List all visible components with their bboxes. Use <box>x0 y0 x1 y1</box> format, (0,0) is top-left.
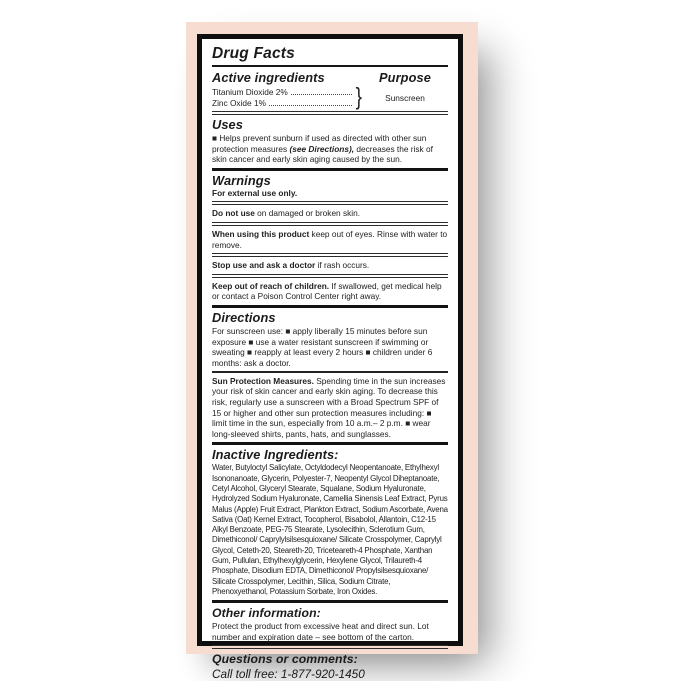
divider <box>212 442 448 445</box>
divider <box>212 371 448 373</box>
warning-rest: if rash occurs. <box>315 260 370 271</box>
sun-protection-paragraph <box>212 376 448 440</box>
sun-protection-lead: Sun Protection Measures. <box>212 375 314 386</box>
divider <box>212 168 448 171</box>
active-ingredient-row <box>212 98 355 109</box>
uses-text-post: decreases the risk of skin cancer and early skin aging caused by the sun. <box>212 143 433 165</box>
divider <box>212 65 448 67</box>
other-information-heading: Other information: <box>212 606 321 621</box>
warning-item <box>212 260 448 271</box>
warning-lead: Keep out of reach of children. <box>212 280 330 291</box>
warning-item <box>212 208 448 219</box>
brace-glyph: } <box>355 83 362 110</box>
divider <box>212 305 448 308</box>
divider <box>212 645 448 649</box>
purpose-value: Sunscreen <box>385 92 425 103</box>
drug-facts-label <box>197 34 463 681</box>
questions-section <box>212 652 448 681</box>
warning-lead: Stop use and ask a doctor <box>212 260 316 271</box>
warning-rest: on damaged or broken skin. <box>254 208 361 219</box>
sun-protection-rest: Spending time in the sun increases your risk of skin cancer and early skin aging. To decrease this risk, regularly use a sunscreen with a Broad Spectrum SPF of 15 or higher and other sun protection measures including: ■ limit time in the sun, especially from 10 a.m.– 2 p.m. ■ wear long-sleeved shirts, pants, hats, and sunglasses. <box>212 375 446 439</box>
uses-text <box>212 133 448 165</box>
dotted-leader <box>291 94 352 95</box>
divider <box>212 111 448 115</box>
warnings-heading: Warnings <box>212 172 271 188</box>
uses-heading: Uses <box>212 117 243 132</box>
warning-item <box>212 281 448 302</box>
ingredient-name: Titanium Dioxide 2% <box>212 87 288 97</box>
product-carton <box>186 22 478 681</box>
inactive-ingredients-section <box>212 448 448 597</box>
divider <box>212 201 448 205</box>
questions-heading: Questions or comments: <box>212 652 358 667</box>
warning-rest: keep out of eyes. Rinse with water to remove. <box>212 228 448 250</box>
inactive-ingredients-text: Water, Butyloctyl Salicylate, Octyldodecyl Neopentanoate, Ethylhexyl Isononanoate, Glycerin, Polyester-7, Neopentyl Glycol Diheptanoate, Cetyl Alcohol, Glyceryl Stearate, Squalane, Sodium Hyaluronate, Hydrolyzed Sodium Hyaluronate, Camellia Sinensis Leaf Extract, Pyrus Malus (Apple) Fruit Extract, Plankton Extract, Sodium Ascorbate, Avena Sativa (Oat) Kernel Extract, Tocopherol, Bisabolol, Allantoin, C12-15 Alkyl Benzoate, PEG-75 Stearate, Lysolecithin, Sclerotium Gum, Dimethiconol/ Caprylylsilsesquioxane/ Silicate Crosspolymer, Caprylyl Glycol, Ceteth-20, Steareth-20, Triceteareth-4 Phosphate, Xanthan Gum, Pullulan, Ethylhexylglycerin, Hexylene Glycol, Trilaureth-4 Phosphate, Disodium EDTA, Dimethiconol/ Propylsilsesquioxane/ Silicate Crosspolymer, Lecithin, Silica, Sodium Citrate, Phenoxyethanol, Potassium Sorbate, Iron Oxides. <box>212 463 448 596</box>
divider <box>212 274 448 278</box>
drug-facts-title: Drug Facts <box>212 45 295 62</box>
purpose-heading: Purpose <box>379 70 431 85</box>
uses-section <box>212 118 448 165</box>
inactive-ingredients-heading: Inactive Ingredients: <box>212 447 339 463</box>
directions-section <box>212 311 448 368</box>
warnings-subhead: For external use only. <box>212 187 298 198</box>
uses-text-emphasis: (see Directions), <box>289 143 355 154</box>
uses-text-pre: ■ Helps prevent sunburn if used as directed with other sun protection measures <box>212 133 427 154</box>
directions-text: For sunscreen use: ■ apply liberally 15 minutes before sun exposure ■ use a water resistant sunscreen if swimming or sweating ■ reapply at least every 2 hours ■ children under 6 months: ask a doctor. <box>212 325 433 368</box>
warning-item <box>212 229 448 250</box>
ingredient-name: Zinc Oxide 1% <box>212 97 266 108</box>
warning-lead: Do not use <box>212 208 255 219</box>
divider <box>212 600 448 603</box>
active-ingredient-row <box>212 87 355 98</box>
active-ingredients-heading: Active ingredients <box>212 70 325 85</box>
other-information-section <box>212 606 448 642</box>
warning-lead: When using this product <box>212 228 310 239</box>
warning-rest: If swallowed, get medical help or contact a Poison Control Center right away. <box>212 280 442 302</box>
other-information-text: Protect the product from excessive heat and direct sun. Lot number and expiration date – see bottom of the carton. <box>212 621 429 642</box>
warnings-section <box>212 174 448 302</box>
active-ingredients-section <box>212 70 448 108</box>
divider <box>212 253 448 257</box>
directions-heading: Directions <box>212 309 276 325</box>
dotted-leader <box>269 105 352 106</box>
divider <box>212 222 448 226</box>
toll-free-number: Call toll free: 1-877-920-1450 <box>212 667 365 681</box>
